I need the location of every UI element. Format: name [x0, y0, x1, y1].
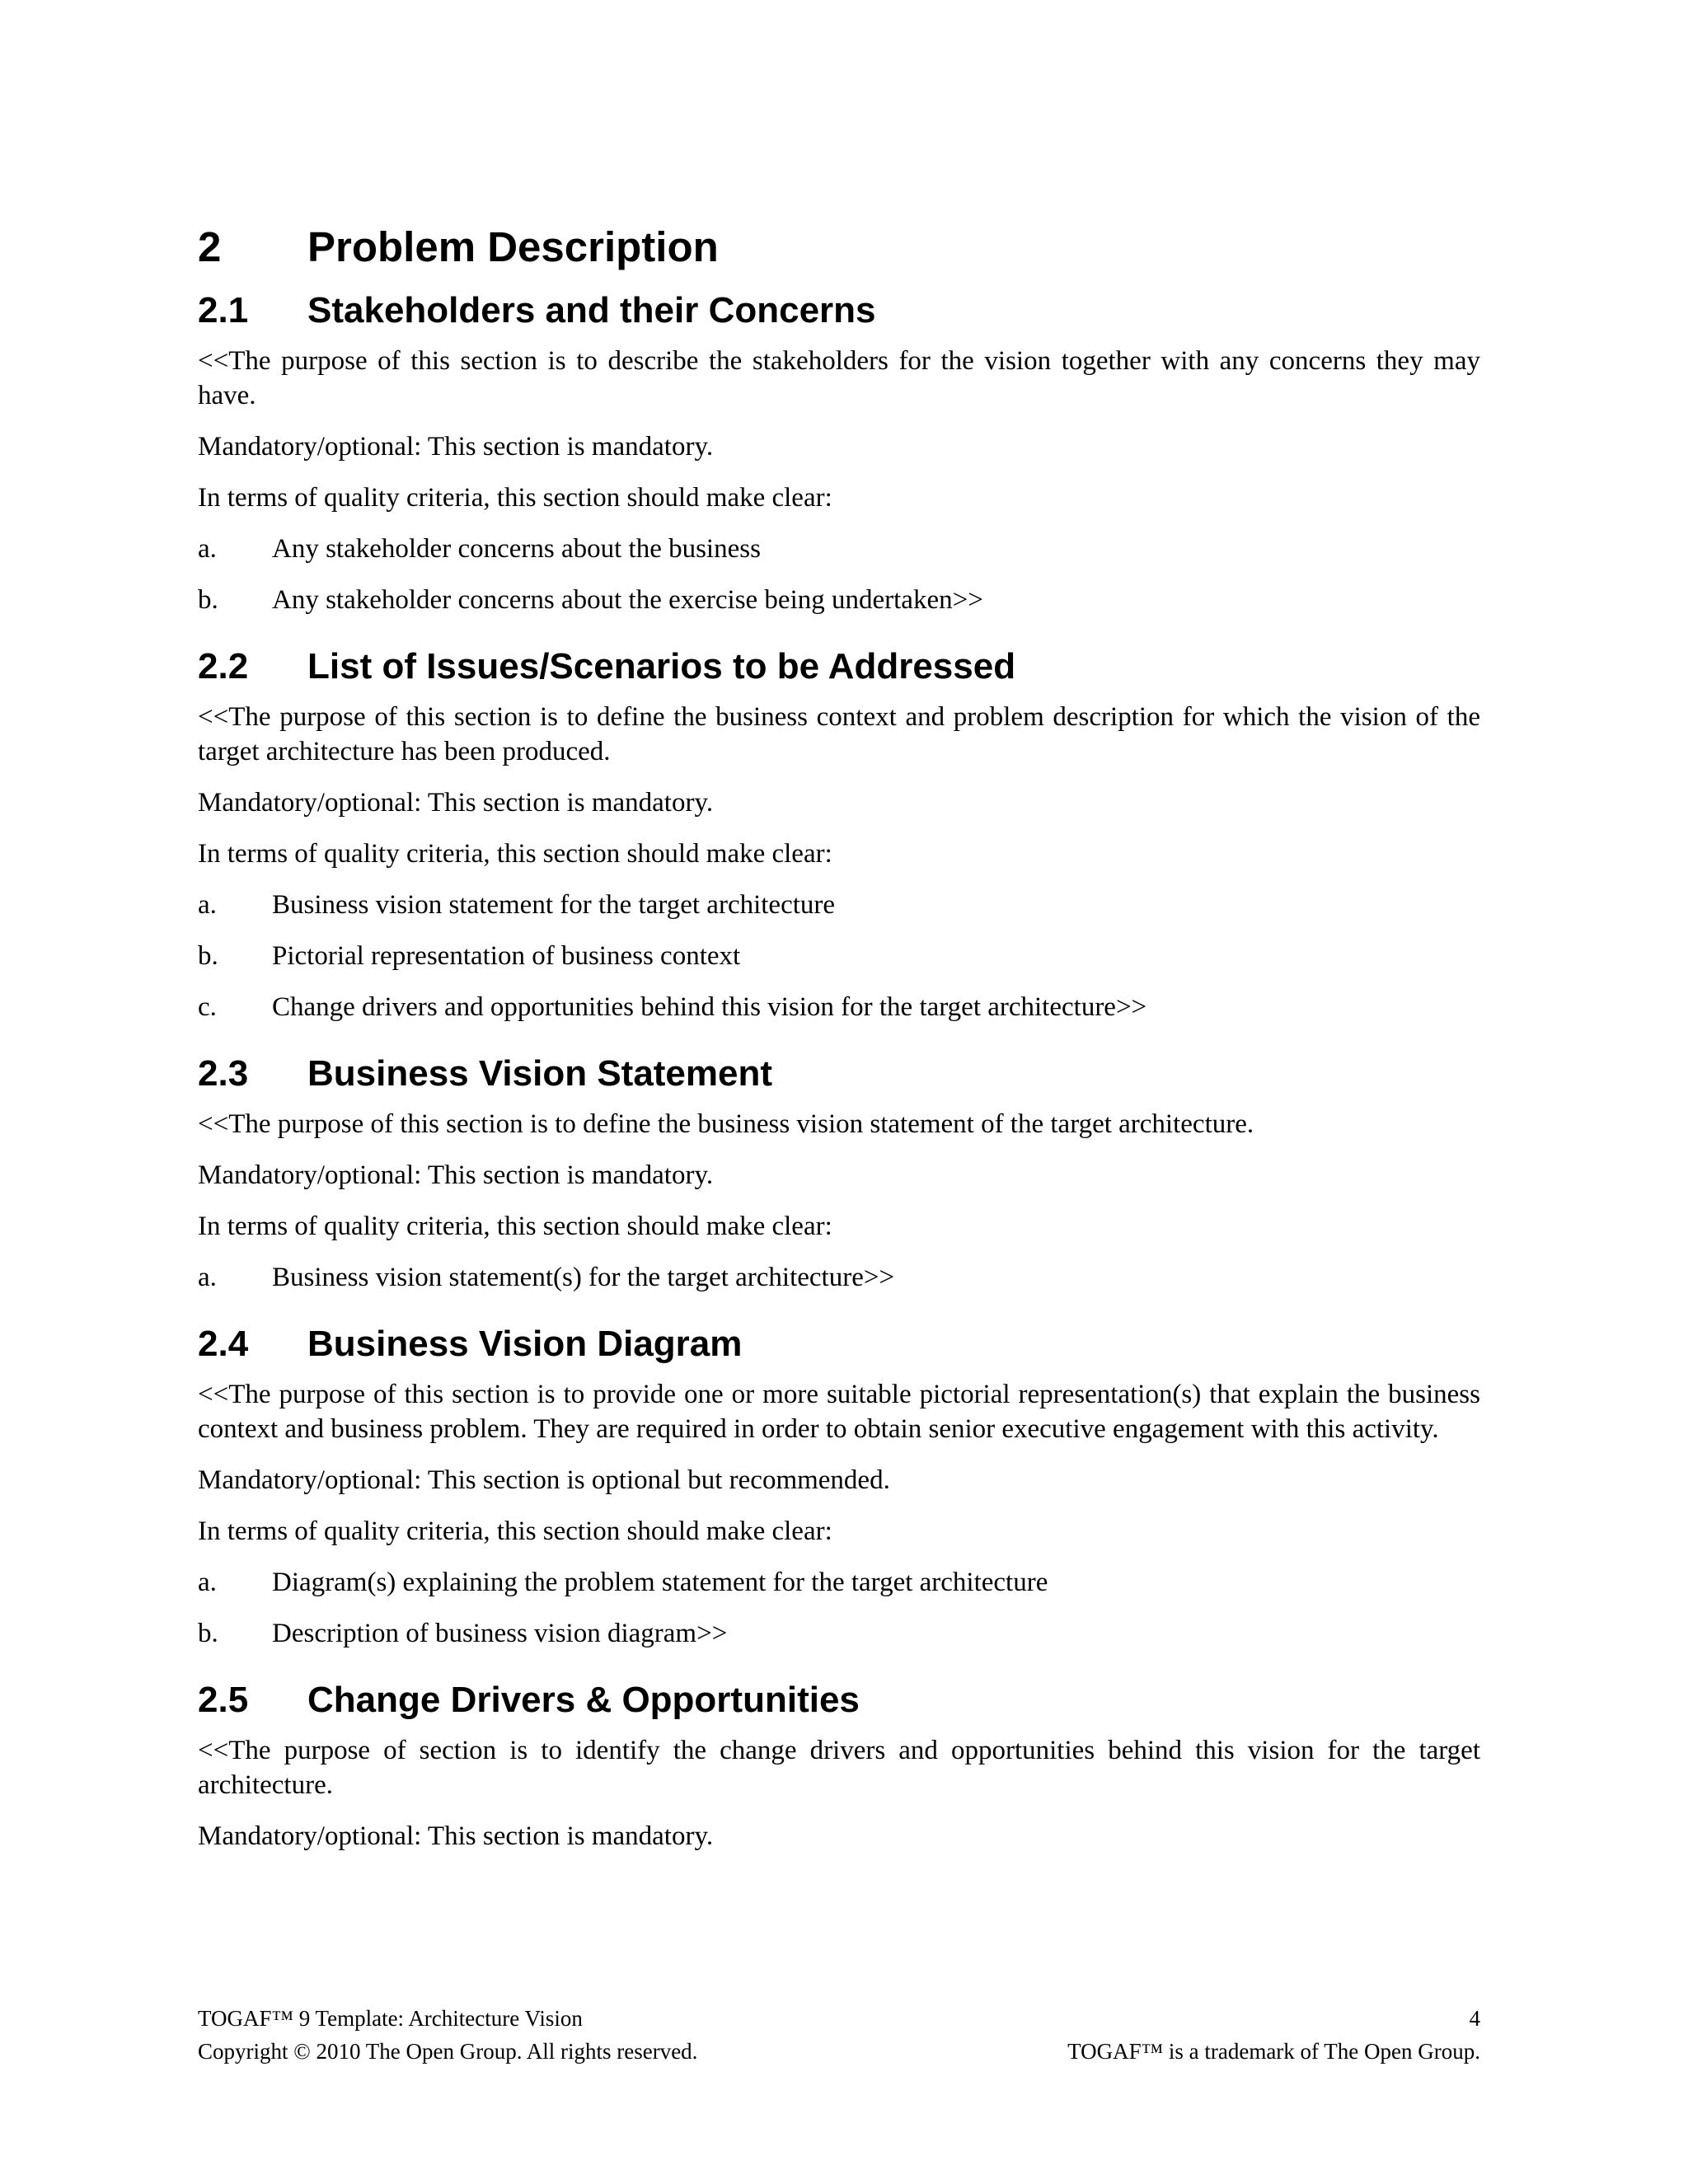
list-item: [198, 1260, 1480, 1295]
list-marker: a.: [198, 534, 217, 564]
section-title: Stakeholders and their Concerns: [307, 290, 876, 330]
section-number: 2.2: [198, 646, 249, 687]
section-criteria-intro: In terms of quality criteria, this section should make clear:: [198, 1212, 832, 1241]
chapter-heading: [198, 223, 1480, 272]
list-text: Pictorial representation of business context: [272, 941, 741, 971]
list-marker: b.: [198, 585, 218, 615]
page-footer: [198, 2002, 1480, 2068]
footer-trademark: TOGAF™ is a trademark of The Open Group.: [1067, 2039, 1480, 2064]
list-marker: a.: [198, 1568, 217, 1597]
section-heading: [198, 1052, 1480, 1096]
list-marker: a.: [198, 1263, 217, 1292]
list-text: Diagram(s) explaining the problem statement for the target architecture: [272, 1568, 1048, 1597]
list-text: Any stakeholder concerns about the business: [272, 534, 761, 564]
section-mandatory: Mandatory/optional: This section is mandatory.: [198, 788, 714, 818]
document-page: [198, 0, 1480, 2184]
section-2-5: [198, 1678, 1480, 1854]
section-mandatory: Mandatory/optional: This section is mandatory.: [198, 1821, 714, 1851]
section-criteria-intro: In terms of quality criteria, this section should make clear:: [198, 1516, 832, 1546]
list-marker: b.: [198, 941, 218, 971]
section-number: 2.4: [198, 1324, 249, 1364]
list-text: Business vision statement for the target architecture: [272, 890, 836, 920]
list-text: Business vision statement(s) for the target architecture>>: [272, 1263, 895, 1292]
section-purpose: <<The purpose of section is to identify the change drivers and opportunities behind this vision for the target architecture.: [198, 1736, 1480, 1800]
section-mandatory: Mandatory/optional: This section is mandatory.: [198, 1160, 714, 1190]
footer-document-title: TOGAF™ 9 Template: Architecture Vision: [198, 2006, 583, 2031]
list-item: [198, 990, 1480, 1024]
list-item: [198, 1565, 1480, 1600]
footer-copyright: Copyright © 2010 The Open Group. All rights reserved.: [198, 2039, 698, 2064]
list-item: [198, 888, 1480, 922]
section-mandatory: Mandatory/optional: This section is optional but recommended.: [198, 1465, 890, 1495]
section-heading: [198, 1678, 1480, 1722]
list-marker: a.: [198, 890, 217, 920]
section-2-1: [198, 288, 1480, 617]
section-number: 2.3: [198, 1053, 249, 1094]
list-item: [198, 583, 1480, 617]
footer-row: [198, 2002, 1480, 2035]
section-purpose: <<The purpose of this section is to describe the stakeholders for the vision together with any concerns they may have.: [198, 346, 1480, 410]
section-purpose: <<The purpose of this section is to define the business context and problem description for which the vision of the target architecture has been produced.: [198, 702, 1480, 766]
section-mandatory: Mandatory/optional: This section is mandatory.: [198, 432, 714, 462]
section-2-2: [198, 644, 1480, 1024]
section-title: Business Vision Diagram: [307, 1324, 743, 1364]
section-2-3: [198, 1052, 1480, 1295]
list-marker: b.: [198, 1619, 218, 1648]
list-item: [198, 532, 1480, 566]
section-2-4: [198, 1322, 1480, 1651]
list-text: Description of business vision diagram>>: [272, 1619, 728, 1648]
section-heading: [198, 1322, 1480, 1366]
footer-row: [198, 2035, 1480, 2068]
section-heading: [198, 288, 1480, 333]
section-criteria-intro: In terms of quality criteria, this section should make clear:: [198, 839, 832, 869]
section-heading: [198, 644, 1480, 689]
section-purpose: <<The purpose of this section is to provide one or more suitable pictorial representation(s) that explain the business context and business problem. They are required in order to obtain senior executive engagement with this activity.: [198, 1380, 1480, 1444]
section-criteria-intro: In terms of quality criteria, this section should make clear:: [198, 483, 832, 513]
list-text: Change drivers and opportunities behind this vision for the target architecture>>: [272, 992, 1147, 1022]
section-title: List of Issues/Scenarios to be Addressed: [307, 646, 1016, 687]
section-number: 2.5: [198, 1680, 249, 1720]
chapter-title: Problem Description: [307, 223, 719, 270]
list-item: [198, 1616, 1480, 1651]
section-number: 2.1: [198, 290, 249, 330]
chapter-number: 2: [198, 223, 222, 270]
list-text: Any stakeholder concerns about the exercise being undertaken>>: [272, 585, 983, 615]
section-purpose: <<The purpose of this section is to define the business vision statement of the target architecture.: [198, 1109, 1254, 1139]
list-item: [198, 939, 1480, 973]
page-number: 4: [1469, 2006, 1480, 2031]
section-title: Change Drivers & Opportunities: [307, 1680, 860, 1720]
section-title: Business Vision Statement: [307, 1053, 773, 1094]
list-marker: c.: [198, 992, 217, 1022]
